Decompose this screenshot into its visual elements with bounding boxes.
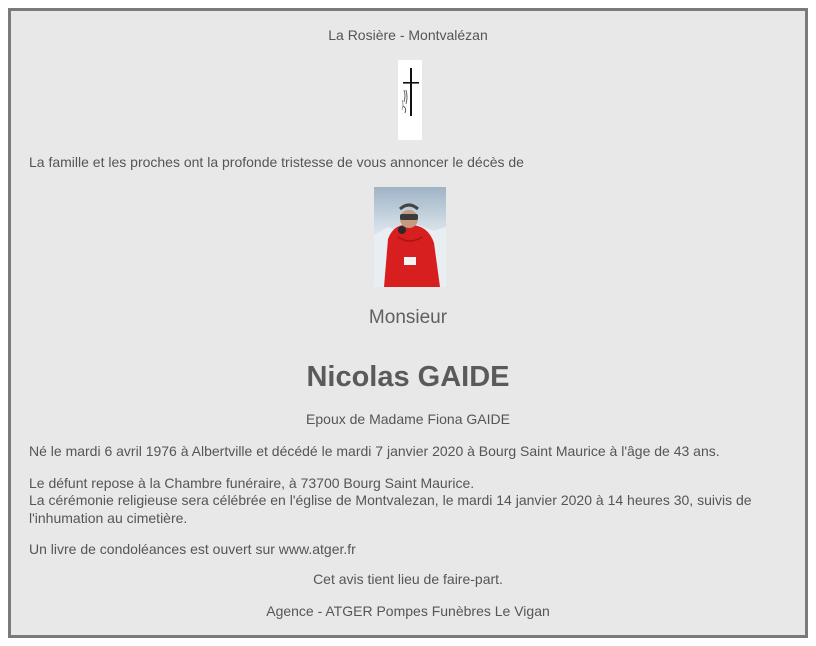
spouse-line: Epoux de Madame Fiona GAIDE [306, 411, 510, 427]
deceased-name: Nicolas GAIDE [306, 361, 510, 393]
birth-death-text: Né le mardi 6 avril 1976 à Albertville et décédé le mardi 7 janvier 2020 à Bourg Saint Maurice à l'âge de 43 ans. [29, 443, 720, 459]
agency-text: Agence - ATGER Pompes Funèbres Le Vigan [266, 603, 550, 619]
announcement-text: La famille et les proches ont la profonde tristesse de vous annoncer le décès de [29, 154, 524, 170]
portrait-photo [374, 187, 446, 287]
location-heading: La Rosière - Montvalézan [328, 27, 488, 43]
notice-text: Cet avis tient lieu de faire-part. [313, 571, 503, 587]
condolences-text: Un livre de condoléances est ouvert sur www.atger.fr [29, 541, 356, 557]
repose-text: Le défunt repose à la Chambre funéraire, à 73700 Bourg Saint Maurice. [29, 475, 475, 491]
cross-icon [398, 60, 422, 140]
obituary-card [8, 8, 808, 638]
honorific-title: Monsieur [368, 307, 448, 328]
ceremony-text: La cérémonie religieuse sera célébrée en l'église de Montvalezan, le mardi 14 janvier 2020 à 14 heures 30, suivis de l'inhumation au cimetière. [29, 492, 752, 526]
